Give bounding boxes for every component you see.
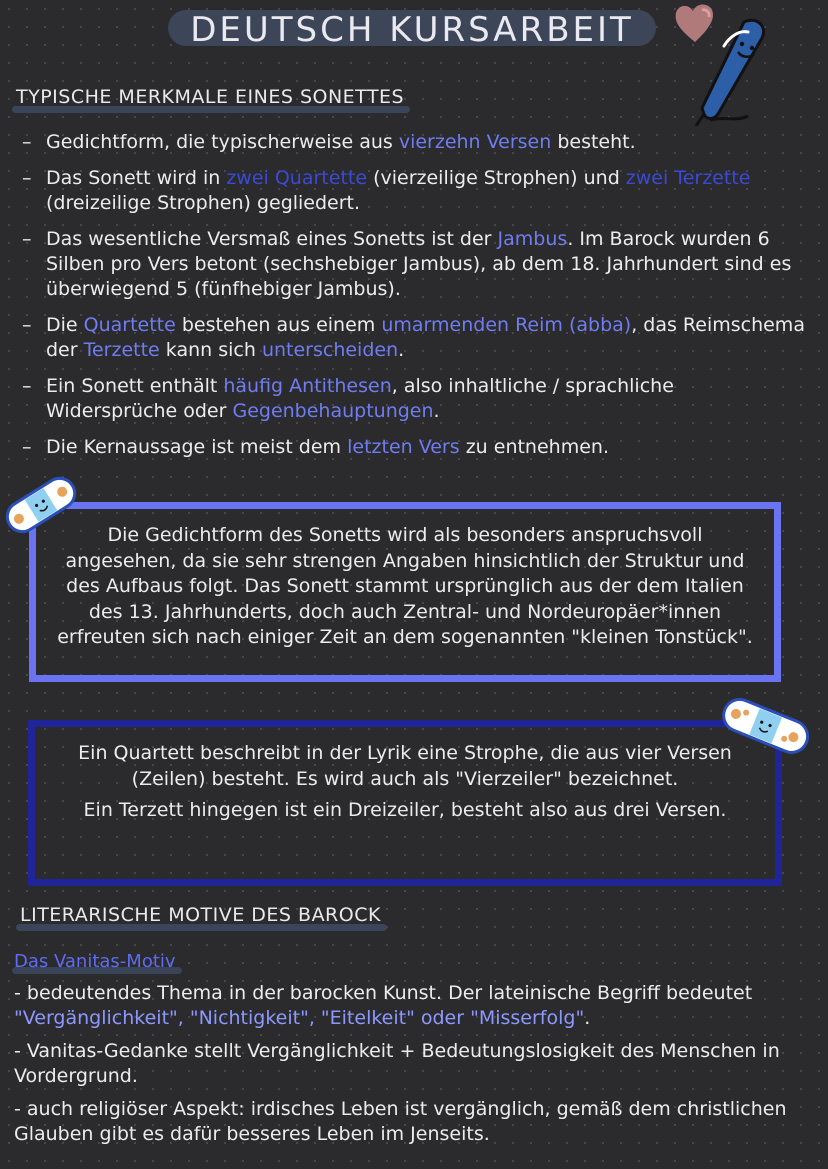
vanitas-paragraph: - bedeutendes Thema in der barocken Kunst. Der lateinische Begriff bedeutet "Vergänglichkeit", "Nichtigkeit", "Eitelkeit" oder "Misserfolg". <box>14 982 753 1029</box>
bandage-icon <box>0 470 82 540</box>
info-box-quartett <box>28 720 782 886</box>
info-box-text: Die Gedichtform des Sonetts wird als besonders anspruchsvoll angesehen, da sie sehr strengen Angaben hinsichtlich der Struktur und des Aufbaus folgt. Das Sonett stammt ursprünglich aus der dem Italien des 13. Jahrhunderts, doch auch Zentral- und Nordeuropäer*innen erfreuten sich nach einiger Zeit an dem sogenannten "kleinen Tonstück". <box>57 524 753 648</box>
list-item: – Das wesentliche Versmaß eines Sonetts ist der Jambus. Im Barock wurden 6 Silben pro Vers betont (sechshebiger Jambus), ab dem 18. Jahrhundert sind es überwiegend 5 (fünfhebiger Jambus). <box>20 227 810 302</box>
list-item: – Die Quartette bestehen aus einem umarmenden Reim (abba), das Reimschema der Terzette kann sich unterscheiden. <box>20 313 810 363</box>
list-item: – Die Kernaussage ist meist dem letzten Vers zu entnehmen. <box>20 435 810 460</box>
list-item: – Das Sonett wird in zwei Quartette (vierzeilige Strophen) und zwei Terzette (dreizeilige Strophen) gegliedert. <box>20 166 810 216</box>
bandage-icon <box>716 688 816 762</box>
page-title: DEUTSCH KURSARBEIT <box>190 10 634 50</box>
vanitas-paragraph: - Vanitas-Gedanke stellt Vergänglichkeit + Bedeutungslosigkeit des Menschen in Vordergrund. <box>14 1040 780 1087</box>
subheading-vanitas: Das Vanitas-Motiv <box>14 951 176 972</box>
section-heading-barock: LITERARISCHE MOTIVE DES BAROCK <box>16 904 387 928</box>
sonett-merkmale-list <box>20 130 810 471</box>
info-box-text: Ein Terzett hingegen ist ein Dreizeiler, besteht also aus drei Versen. <box>83 799 727 821</box>
section-heading-sonett: TYPISCHE MERKMALE EINES SONETTES <box>12 86 410 110</box>
vanitas-paragraph: - auch religiöser Aspekt: irdisches Leben ist vergänglich, gemäß dem christlichen Glauben gibt es dafür besseres Leben im Jenseits. <box>14 1098 787 1145</box>
list-item: – Ein Sonett enthält häufig Antithesen, also inhaltliche / sprachliche Widersprüche oder Gegenbehauptungen. <box>20 374 810 424</box>
title-highlight <box>168 10 656 50</box>
info-box-text: Ein Quartett beschreibt in der Lyrik eine Strophe, die aus vier Versen (Zeilen) besteht. Es wird auch als "Vierzeiler" bezeichnet. <box>78 742 732 790</box>
list-item: – Gedichtform, die typischerweise aus vierzehn Versen besteht. <box>20 130 810 155</box>
info-box-sonett <box>29 502 781 682</box>
pen-icon <box>684 16 774 126</box>
